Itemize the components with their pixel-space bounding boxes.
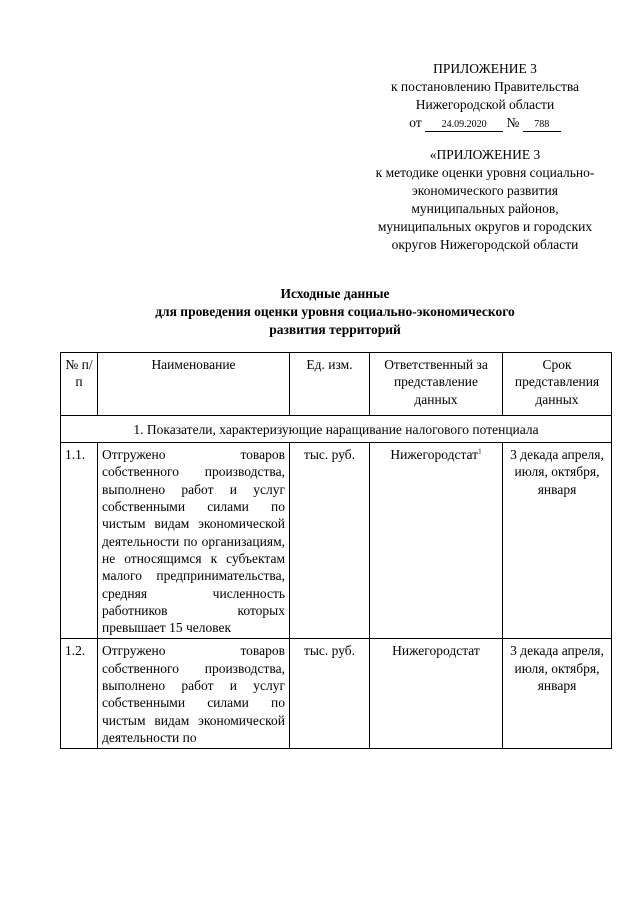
source-data-table (60, 352, 612, 749)
row-name: Отгружено товаров собственного производства, выполнено работ и услуг собственными силами по чистым видам экономической деятельности по организациям, не относящимся к субъектам малого предпринимательства, средняя численность работников которых превышает 15 человек (98, 443, 290, 639)
row-unit: тыс. руб. (290, 639, 370, 749)
date-number-line (340, 114, 630, 132)
methodology-header (340, 146, 630, 254)
row-deadline: 3 декада апреля, июля, октября, января (503, 443, 612, 639)
section-title: 1. Показатели, характеризующие наращивание налогового потенциала (61, 415, 612, 442)
table-row (61, 639, 612, 749)
row-name: Отгружено товаров собственного производства, выполнено работ и услуг собственными силами по чистым видам экономической деятельности по (98, 639, 290, 749)
header-line: округов Нижегородской области (391, 237, 579, 252)
title-line: развития территорий (269, 322, 401, 337)
col-header-number: № п/п (61, 353, 98, 416)
col-header-name: Наименование (98, 353, 290, 416)
header-line: муниципальных районов, (411, 201, 559, 216)
appendix-title: «ПРИЛОЖЕНИЕ 3 (429, 147, 541, 162)
table-header-row (61, 353, 612, 416)
header-line: муниципальных округов и городских (377, 219, 593, 234)
resolution-date: 24.09.2020 (425, 119, 503, 132)
from-label: от (409, 115, 422, 130)
title-line: Исходные данные (280, 286, 390, 301)
header-line: к методике оценки уровня социально- (375, 165, 595, 180)
resolution-header (340, 60, 630, 132)
col-header-responsible: Ответственный за представление данных (370, 353, 503, 416)
number-label: № (506, 115, 520, 130)
header-line: экономического развития (412, 183, 558, 198)
title-line: для проведения оценки уровня социально-экономического (155, 304, 515, 319)
col-header-unit: Ед. изм. (290, 353, 370, 416)
row-responsible (370, 443, 503, 639)
row-unit: тыс. руб. (290, 443, 370, 639)
header-line: к постановлению Правительства (390, 79, 580, 94)
table-row (61, 443, 612, 639)
appendix-title: ПРИЛОЖЕНИЕ 3 (433, 61, 537, 76)
footnote-mark: 1 (478, 447, 482, 456)
row-number: 1.2. (61, 639, 98, 749)
document-title (0, 285, 640, 339)
row-number: 1.1. (61, 443, 98, 639)
resolution-number: 788 (523, 119, 561, 132)
col-header-deadline: Срок представления данных (503, 353, 612, 416)
row-responsible: Нижегородстат (370, 639, 503, 749)
header-line: Нижегородской области (415, 97, 555, 112)
row-deadline: 3 декада апреля, июля, октября, января (503, 639, 612, 749)
section-row (61, 415, 612, 442)
responsible-text: Нижегородстат (390, 447, 479, 463)
